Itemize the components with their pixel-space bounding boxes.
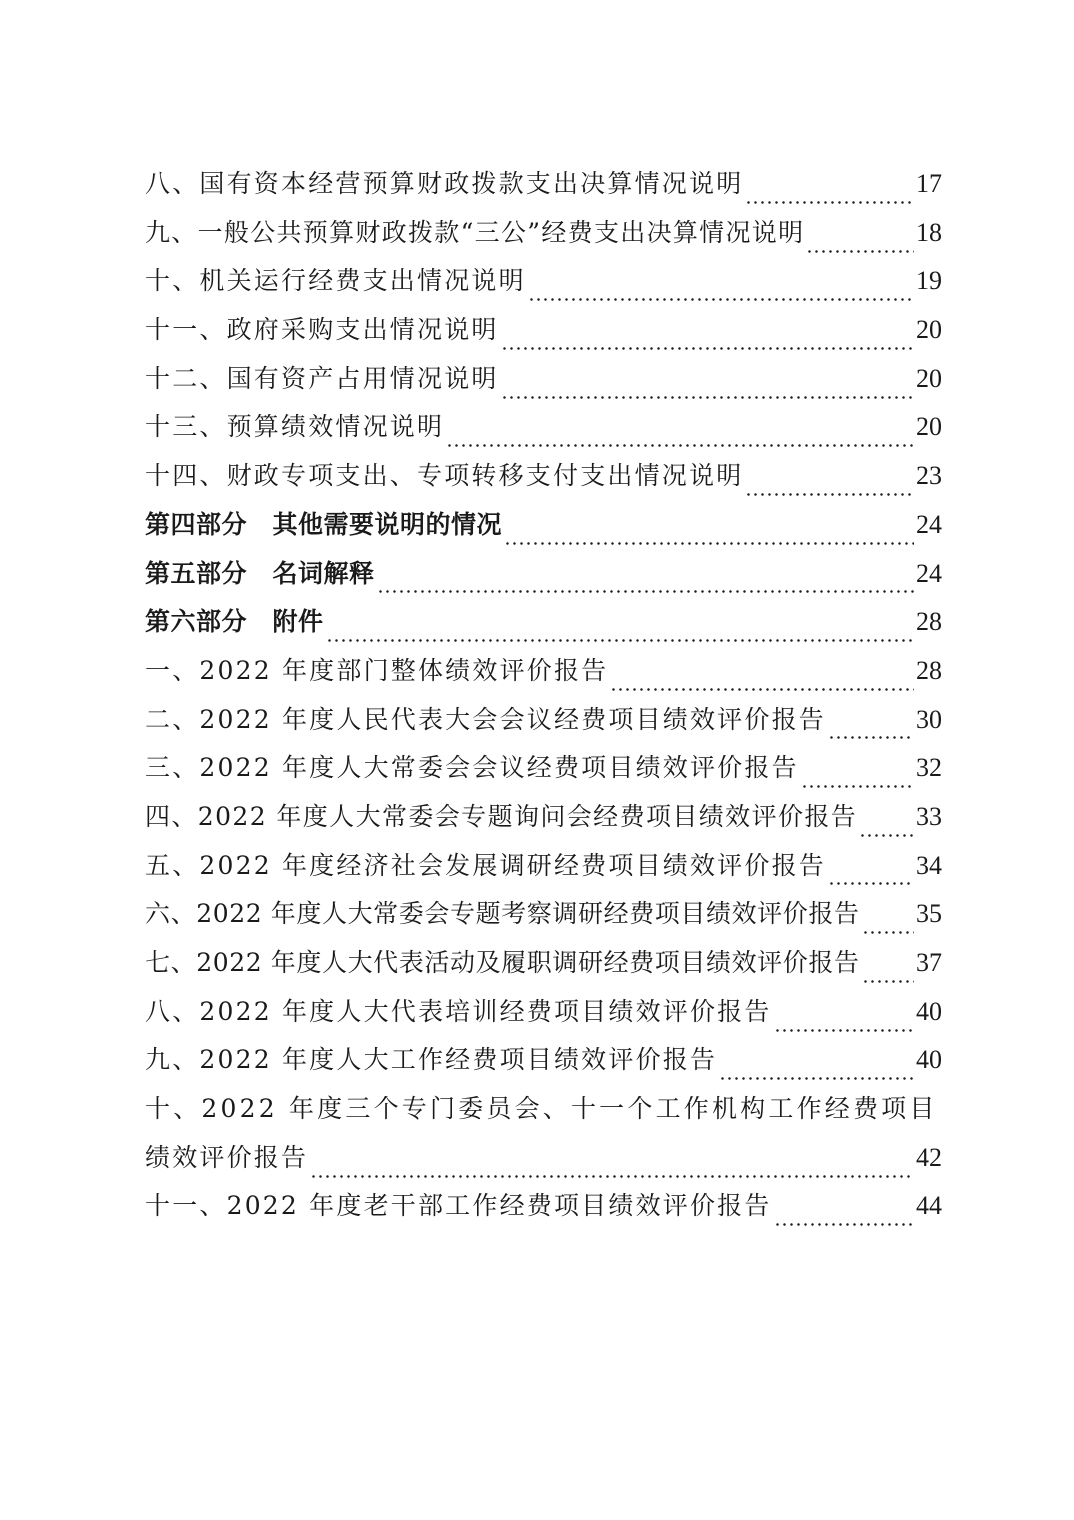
toc-entry-title: 八、国有资本经营预算财政拨款支出决算情况说明 <box>145 169 744 198</box>
toc-entry-title: 六、2022 年度人大常委会专题考察调研经费项目绩效评价报告 <box>145 899 860 929</box>
toc-page-number: 33 <box>916 801 942 831</box>
toc-entry-title: 五、2022 年度经济社会发展调研经费项目绩效评价报告 <box>145 850 826 880</box>
toc-entry-title: 四、2022 年度人大常委会专题询问会经费项目绩效评价报告 <box>145 801 858 831</box>
toc-entry-annex-11[interactable] <box>145 1182 942 1231</box>
toc-entry-title: 七、2022 年度人大代表活动及履职调研经费项目绩效评价报告 <box>145 948 860 977</box>
table-of-contents <box>145 160 942 1231</box>
dot-leader <box>610 667 914 692</box>
dot-leader <box>745 472 914 497</box>
dot-leader <box>745 180 914 205</box>
dot-leader <box>504 521 914 546</box>
toc-entry-title: 九、一般公共预算财政拨款“三公”经费支出决算情况说明 <box>145 217 805 247</box>
toc-page-number: 18 <box>916 217 942 247</box>
toc-entry-annex-9[interactable] <box>145 1036 942 1085</box>
toc-entry-8-state-capital[interactable] <box>145 160 942 209</box>
toc-page-number: 17 <box>916 169 942 198</box>
toc-entry-title: 九、2022 年度人大工作经费项目绩效评价报告 <box>145 1045 718 1075</box>
dot-leader <box>859 813 914 838</box>
toc-entry-annex-10-line-2[interactable] <box>145 1134 942 1183</box>
dot-leader <box>828 715 914 740</box>
toc-entry-14-special-expenditure[interactable] <box>145 452 942 501</box>
dot-leader <box>528 277 914 302</box>
toc-entry-title: 十二、国有资产占用情况说明 <box>145 363 499 393</box>
dot-leader <box>310 1154 914 1179</box>
toc-entry-11-procurement[interactable] <box>145 306 942 355</box>
toc-entry-annex-10-line-1[interactable] <box>145 1085 942 1134</box>
dot-leader <box>719 1056 914 1081</box>
toc-entry-title: 八、2022 年度人大代表培训经费项目绩效评价报告 <box>145 996 772 1026</box>
toc-entry-part-6[interactable] <box>145 598 942 647</box>
toc-entry-title: 十、机关运行经费支出情况说明 <box>145 266 526 296</box>
toc-entry-title: 一、2022 年度部门整体绩效评价报告 <box>145 655 609 685</box>
toc-entry-annex-8[interactable] <box>145 988 942 1037</box>
dot-leader <box>774 1008 914 1033</box>
toc-entry-annex-5[interactable] <box>145 842 942 891</box>
toc-entry-13-performance[interactable] <box>145 403 942 452</box>
dot-leader <box>501 375 914 400</box>
toc-page-number: 44 <box>916 1191 942 1221</box>
dot-leader <box>862 910 914 935</box>
toc-entry-part-5[interactable] <box>145 550 942 599</box>
toc-entry-title: 二、2022 年度人民代表大会会议经费项目绩效评价报告 <box>145 704 826 734</box>
toc-page-number: 34 <box>916 850 942 880</box>
toc-entry-annex-6[interactable] <box>145 890 942 939</box>
dot-leader <box>377 569 914 594</box>
toc-entry-title: 十三、预算绩效情况说明 <box>145 412 445 442</box>
toc-entry-title: 十一、政府采购支出情况说明 <box>145 315 499 345</box>
toc-page-number: 20 <box>916 412 942 442</box>
toc-entry-annex-3[interactable] <box>145 744 942 793</box>
toc-page-number: 24 <box>916 558 942 588</box>
dot-leader <box>801 764 914 789</box>
toc-entry-title: 第六部分 附件 <box>145 607 324 637</box>
toc-page-number: 32 <box>916 753 942 783</box>
toc-entry-title: 第四部分 其他需要说明的情况 <box>145 509 503 539</box>
dot-leader <box>446 423 914 448</box>
toc-page-number: 40 <box>916 1045 942 1075</box>
toc-entry-annex-1[interactable] <box>145 647 942 696</box>
toc-page-number: 37 <box>916 948 942 977</box>
dot-leader <box>326 618 914 643</box>
dot-leader <box>828 861 914 886</box>
toc-page-number: 24 <box>916 509 942 539</box>
toc-page-number: 42 <box>916 1142 942 1172</box>
toc-entry-title: 三、2022 年度人大常委会会议经费项目绩效评价报告 <box>145 753 799 783</box>
toc-entry-9-three-public[interactable] <box>145 209 942 258</box>
toc-page-number: 35 <box>916 899 942 929</box>
toc-page-number: 19 <box>916 266 942 296</box>
toc-entry-title: 绩效评价报告 <box>145 1142 309 1172</box>
toc-entry-10-operating-costs[interactable] <box>145 257 942 306</box>
toc-page-number: 23 <box>916 461 942 491</box>
toc-entry-title: 十、2022 年度三个专门委员会、十一个工作机构工作经费项目 <box>145 1094 938 1124</box>
dot-leader <box>501 326 914 351</box>
toc-entry-title: 十一、2022 年度老干部工作经费项目绩效评价报告 <box>145 1191 772 1221</box>
toc-page-number: 28 <box>916 607 942 637</box>
toc-entry-annex-7[interactable] <box>145 939 942 988</box>
toc-entry-annex-2[interactable] <box>145 696 942 745</box>
toc-page-number: 40 <box>916 996 942 1026</box>
toc-page-number: 20 <box>916 363 942 393</box>
dot-leader <box>774 1202 914 1227</box>
toc-page-number: 28 <box>916 655 942 685</box>
toc-entry-title: 第五部分 名词解释 <box>145 558 375 588</box>
toc-entry-12-state-assets[interactable] <box>145 355 942 404</box>
dot-leader <box>806 229 914 254</box>
dot-leader <box>862 959 914 984</box>
toc-entry-annex-4[interactable] <box>145 793 942 842</box>
toc-entry-title: 十四、财政专项支出、专项转移支付支出情况说明 <box>145 461 744 491</box>
toc-page-number: 30 <box>916 704 942 734</box>
toc-entry-part-4[interactable] <box>145 501 942 550</box>
toc-page-number: 20 <box>916 315 942 345</box>
